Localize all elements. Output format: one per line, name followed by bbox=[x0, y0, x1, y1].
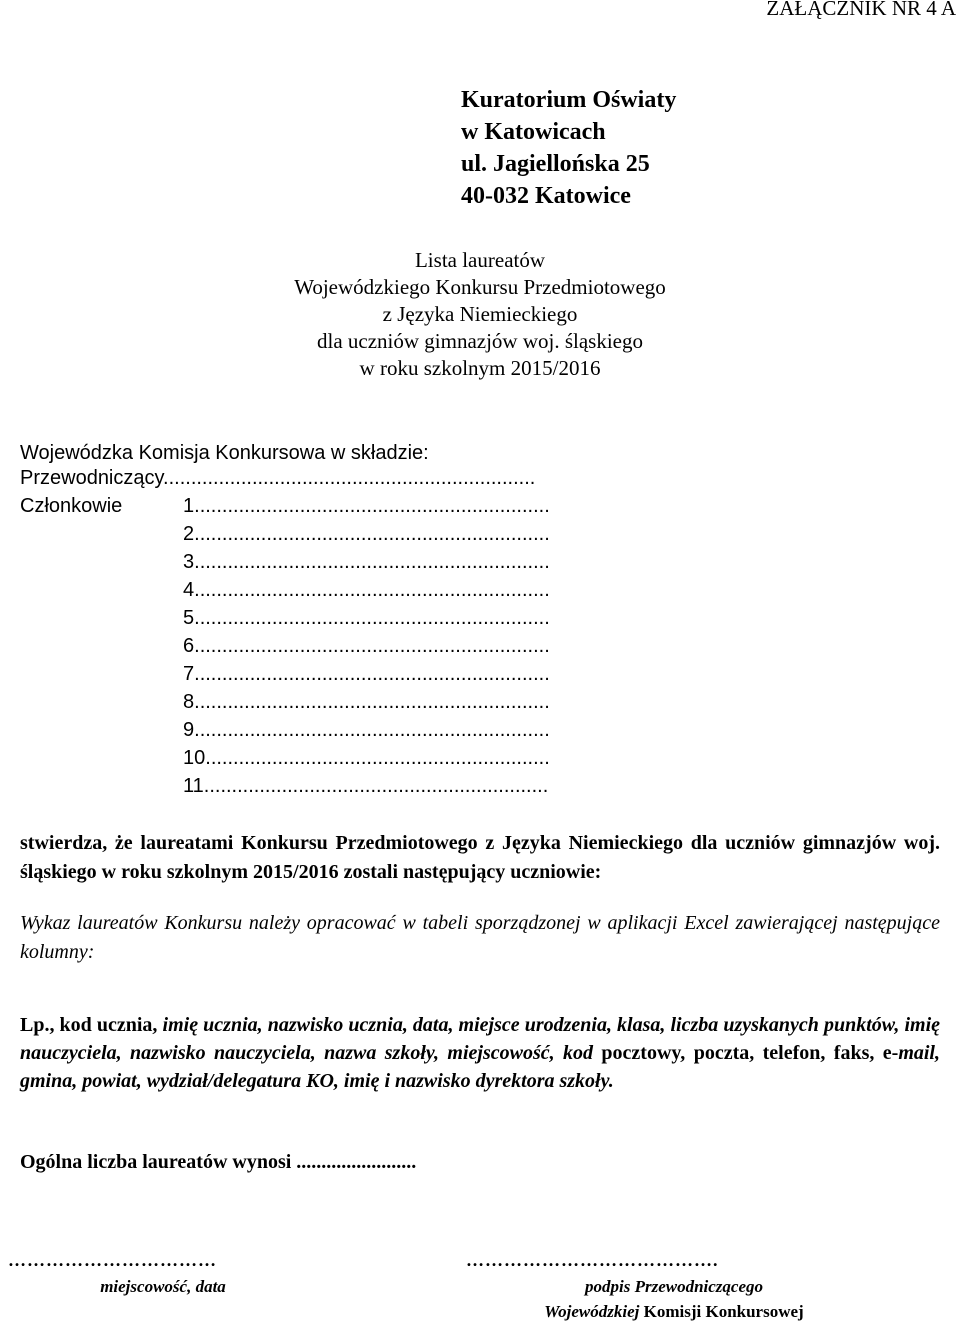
statement-paragraph: stwierdza, że laureatami Konkursu Przedmiotowego z Języka Niemieckiego dla uczniów gimnazjów woj. śląskiego w roku szkolnym 2015/2016 zostali następujący uczniowie: bbox=[20, 832, 940, 883]
member-row: 8................................................................ bbox=[183, 691, 550, 713]
attachment-label: ZAŁĄCZNIK NR 4 A bbox=[766, 0, 956, 20]
recipient-line: 40-032 Katowice bbox=[461, 183, 631, 209]
recipient-line: w Katowicach bbox=[461, 119, 606, 145]
signature-label-line: Wojewódzkiej Komisji Konkursowej bbox=[544, 1302, 804, 1321]
members-label: Członkowie bbox=[20, 495, 123, 517]
title-line: dla uczniów gimnazjów woj. śląskiego bbox=[316, 329, 643, 353]
total-laureates: Ogólna liczba laureatów wynosi ........................ bbox=[20, 1151, 417, 1173]
column-list-text: imię ucznia, nazwisko ucznia, data, miejsce urodzenia, klasa, liczba uzyskanych punktów, imię nauczyciela, nazwisko nauczyciela, nazwa szkoły, miejscowość, kod bbox=[20, 1014, 940, 1064]
recipient-line: ul. Jagiellońska 25 bbox=[461, 151, 650, 177]
title-line: z Języka Niemieckiego bbox=[382, 302, 578, 326]
title-line: w roku szkolnym 2015/2016 bbox=[359, 356, 601, 380]
commission-heading: Wojewódzka Komisja Konkursowa w składzie: bbox=[20, 442, 429, 464]
member-row: 1................................................................ bbox=[183, 495, 550, 517]
document-title bbox=[0, 247, 960, 382]
place-date-label: miejscowość, data bbox=[100, 1277, 226, 1296]
member-row: 2................................................................ bbox=[183, 523, 550, 545]
title-line: Wojewódzkiego Konkursu Przedmiotowego bbox=[294, 275, 666, 299]
member-row: 5................................................................ bbox=[183, 607, 550, 629]
signature-label bbox=[504, 1274, 844, 1324]
chair-row bbox=[20, 467, 535, 490]
signature-line: …………………………………. bbox=[466, 1250, 719, 1270]
recipient-address bbox=[461, 84, 676, 212]
column-lp: Lp. bbox=[20, 1014, 50, 1036]
member-row: 4................................................................ bbox=[183, 579, 550, 601]
column-pocztowy: pocztowy, poczta, telefon, faks, e- bbox=[601, 1042, 899, 1064]
chair-dots: ................................................................... bbox=[163, 467, 536, 489]
member-row: 9................................................................ bbox=[183, 719, 550, 741]
chair-label: Przewodniczący bbox=[20, 467, 164, 489]
column-kod-ucznia: , kod ucznia, bbox=[49, 1014, 163, 1036]
member-row: 3................................................................ bbox=[183, 551, 550, 573]
title-line: Lista laureatów bbox=[414, 248, 546, 272]
column-list-paragraph bbox=[20, 1011, 940, 1095]
member-row: 10.............................................................. bbox=[183, 747, 550, 769]
member-row: 7................................................................ bbox=[183, 663, 550, 685]
member-row: 11.............................................................. bbox=[183, 775, 549, 797]
instruction-paragraph: Wykaz laureatów Konkursu należy opracować w tabeli sporządzonej w aplikacji Excel zawierającej następujące kolumny: bbox=[20, 912, 940, 963]
member-row: 6................................................................ bbox=[183, 635, 550, 657]
column-list-text: mail, gmina, powiat, wydział/delegatura KO, imię i nazwisko dyrektora szkoły. bbox=[20, 1042, 940, 1092]
recipient-line: Kuratorium Oświaty bbox=[461, 87, 677, 113]
signature-label-line: podpis Przewodniczącego bbox=[584, 1277, 764, 1296]
place-date-line: …………………………… bbox=[8, 1250, 217, 1270]
